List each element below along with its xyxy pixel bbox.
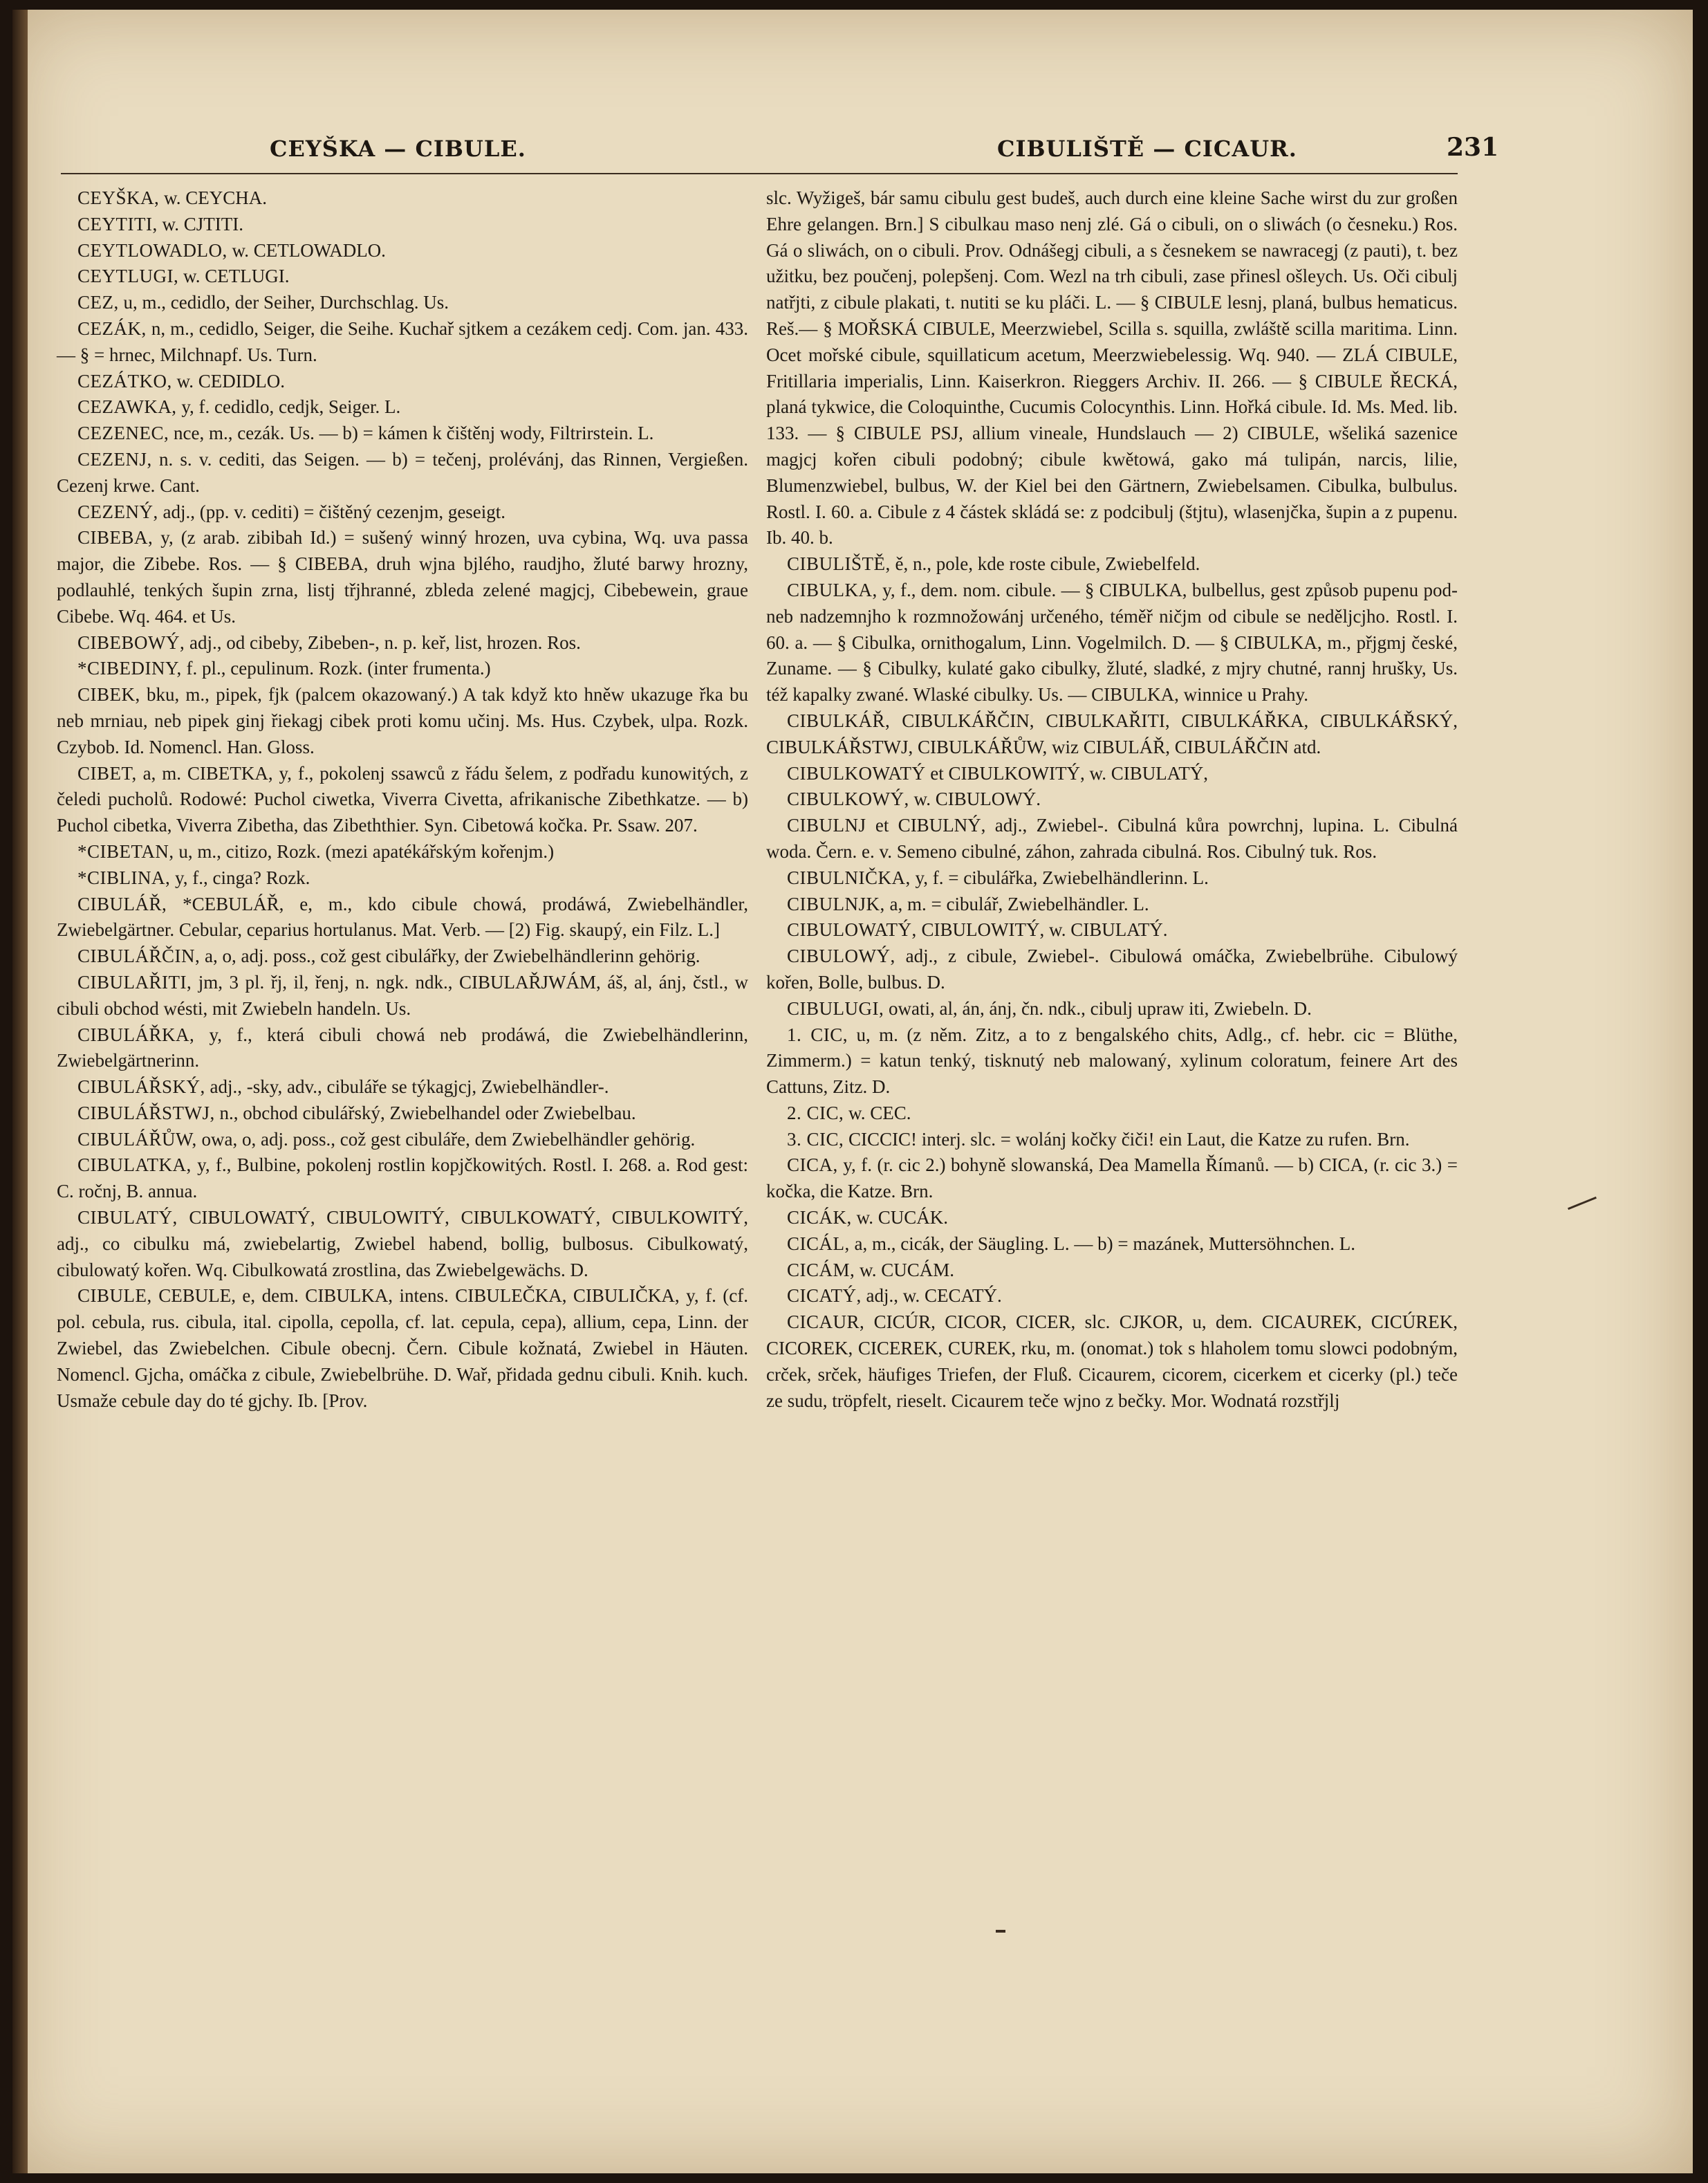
dictionary-entry [766,1283,1458,1309]
entry-text: a, m. CIBETKA, y, f., pokolenj ssawců z řádu šelem, z podřadu kunowitých, z čeledi pucholů. Rodowé: Puchol ciwetka, Viverra Civetta, afrikanische Zibethkatze. — b) Puchol cibetka, Viverra Zibetha, das Zibeththier. Syn. Cibetowá kočka. Pr. Ssaw. 207. [57,762,748,836]
entry-text: u, m., cedidlo, der Seiher, Durchschlag. Us. [123,292,449,313]
dictionary-entry [766,813,1458,865]
entry-text: y, f. (r. cic 2.) bohyně slowanská, Dea Mamella Římanů. — b) CICA, (r. cic 3.) = kočka, die Katze. Brn. [766,1154,1458,1202]
entry-headword: CIBULKA, [787,579,878,600]
entry-headword: CIBULÁŘSTWJ, [77,1102,215,1123]
dictionary-entry [766,1127,1458,1153]
entry-text: CIBULKÁŘČIN, CIBULKAŘITI, CIBULKÁŘKA, CIBULKÁŘSKÝ, CIBULKÁŘSTWJ, CIBULKÁŘŮW, wiz CIBULÁŘ, CIBULÁŘČIN atd. [766,710,1458,757]
entry-text: CEBULE, e, dem. CIBULKA, intens. CIBULEČKA, CIBULIČKA, y, f. (cf. pol. cebula, rus. cibula, ital. cipolla, cepolla, cf. lat. cepula, cepa), allium, cepa, Linn. der Zwiebel, das Zwiebelchen. Cibule obecnj. Čern. Cibule kožnatá, Zwiebel in Häuten. Nomencl. Gjcha, omáčka z cibule, Zwiebelbrühe. D. Wař, přidada gednu cibuli. Knih. kuch. Usmaže cebule day do té gjchy. Ib. [Prov. [57,1285,749,1411]
dictionary-entry [57,839,748,865]
entry-text: owati, al, án, ánj, čn. ndk., cibulj upraw iti, Zwiebeln. D. [889,997,1312,1019]
dictionary-entry [766,786,1458,813]
entry-headword: CIBEBA, [77,527,154,549]
entry-headword: CEYTITI, [77,213,158,234]
entry-text: n., obchod cibulářský, Zwiebelhandel oder Zwiebelbau. [219,1102,636,1123]
dictionary-entry [766,578,1458,708]
entry-headword: CEZENÝ, [77,501,158,522]
entry-text: owa, o, adj. poss., což gest cibuláře, dem Zwiebelhändler gehörig. [201,1128,696,1150]
dictionary-entry [766,1152,1458,1205]
right-column [766,185,1458,1414]
dictionary-entry [57,1152,748,1205]
entry-text: u, m., citizo, Rozk. (mezi apatékářským kořenjm.) [178,840,555,862]
dictionary-entry [57,1127,748,1153]
entry-text: a, m. = cibulář, Zwiebelhändler. L. [889,893,1149,914]
right-running-header: CIBULIŠTĚ — CICAUR. [997,136,1297,162]
entry-text: f. pl., cepulinum. Rozk. (inter frumenta.) [186,658,491,679]
entry-text: adj., -sky, adv., cibuláře se týkagjcj, Zwiebelhändler-. [210,1076,609,1098]
dictionary-entry [766,917,1458,943]
entry-headword: CEZAWKA, [77,396,177,418]
entry-text: adj., w. CECATÝ. [866,1285,1002,1307]
dictionary-entry [766,996,1458,1022]
dictionary-entry [57,421,748,447]
entry-headword: CIBULOWATÝ, [787,919,917,941]
entry-headword: CIBET, [77,762,137,784]
entry-text: n. s. v. cediti, das Seigen. — b) = tečenj, prolévánj, das Rinnen, Vergießen. Cezenj krwe. Cant. [57,448,748,496]
left-column [57,185,748,1414]
dictionary-entry [766,1309,1458,1414]
dictionary-entry [57,630,748,656]
dictionary-entry [57,394,748,421]
entry-text: u, m. (z něm. Zitz, a to z bengalského chits, Adlg., cf. hebr. cic = Blüthe, Zimmerm.) = katun tenký, tisknutý neb malowaný, xylinum coloratum, feinere Art des Cattuns, Zitz. D. [766,1024,1458,1098]
dictionary-entry [766,185,1458,551]
entry-text: et CIBULNÝ, adj., Zwiebel-. Cibulná kůra powrchnj, lupina. L. Cibulná woda. Čern. e. v. Semeno cibulné, záhon, zahrada cibulná. Ros. Cibulný tuk. Ros. [766,815,1458,862]
entry-headword: CEZÁTKO, [77,370,172,392]
entry-text: CIBULOWITÝ, w. CIBULATÝ. [921,919,1168,941]
dictionary-entry [57,1022,748,1075]
dictionary-entry [766,943,1458,996]
dictionary-entry [57,1283,748,1414]
entry-headword: CEYTLOWADLO, [77,239,228,261]
entry-text: w. CUCÁK. [856,1207,949,1228]
dictionary-entry [57,369,748,395]
book-spine-shadow [12,10,28,2173]
dictionary-entry [57,499,748,526]
entry-headword: 3. CIC, [787,1128,844,1150]
entry-text: CICCIC! interj. slc. = wolánj kočky čiči! ein Laut, die Katze zu rufen. Brn. [848,1128,1410,1150]
dictionary-entry [57,1074,748,1100]
entry-text: y, f., cinga? Rozk. [175,867,310,888]
entry-text: w. CUCÁM. [860,1259,955,1280]
entry-headword: CIBULKOWÝ, [787,789,909,810]
entry-text: adj., od cibeby, Zibeben-, n. p. keř, list, hrozen. Ros. [189,632,581,653]
entry-text: y, f. = cibulářka, Zwiebelhändlerinn. L. [915,867,1209,888]
entry-headword: CIBEBOWÝ, [77,632,185,653]
dictionary-entry [766,1231,1458,1258]
dictionary-entry [766,551,1458,578]
entry-text: w. CJTITI. [162,213,243,234]
entry-headword: CIBULÁŘŮW, [77,1128,197,1150]
dictionary-entry [57,212,748,238]
entry-headword: CEYTLUGI, [77,266,179,287]
entry-headword: *CIBETAN, [77,840,174,862]
entry-headword: CICÁM, [787,1259,855,1280]
entry-headword: CIBEK, [77,684,140,706]
dictionary-entry [766,1100,1458,1127]
entry-text: y, f., Bulbine, pokolenj rostlin kopjčkowitých. Rostl. I. 268. a. Rod gest: C. ročnj, B. annua. [57,1154,748,1202]
entry-headword: CIBULATÝ, [77,1207,178,1228]
entry-headword: CICAUR, [787,1311,865,1333]
dictionary-entry [766,865,1458,892]
dictionary-entry [766,1022,1458,1100]
entry-text: a, o, adj. poss., což gest cibulářky, der Zwiebelhändlerinn gehörig. [205,946,700,967]
entry-headword: CICA, [787,1154,838,1176]
entry-text: bku, m., pipek, fjk (palcem okazowaný.) A tak když kto hněw ukazuge řka bu neb mrniau, neb pipek ginj řiekagj cibek proti komu učinj. Ms. Hus. Czybek, ulpa. Rozk. Czybob. Id. Nomencl. Han. Gloss. [57,684,749,757]
entry-headword: CICÁK, [787,1207,852,1228]
entry-headword: CEYŠKA, [77,187,160,208]
entry-text: a, m., cicák, der Säugling. L. — b) = mazánek, Muttersöhnchen. L. [854,1233,1356,1254]
header-rule [61,173,1458,174]
entry-headword: CIBULÁŘ, [77,893,167,914]
dictionary-entry [57,656,748,682]
dictionary-entry [57,970,748,1022]
entry-text: w. CIBULOWÝ. [913,789,1041,810]
entry-text: w. CETLOWADLO. [232,239,386,261]
entry-headword: CIBULNJ [787,815,866,836]
entry-text: CICÚR, CICOR, CICER, slc. CJKOR, u, dem. CICAUREK, CICÚREK, CICOREK, CICEREK, CUREK, rku, m. (onomat.) tok s hlaholem tomu slowci podobným, crček, srček, häufiges Triefen, der Fluß. Cicaurem, cicorem, cicerkem et cicerky (pl.) teče ze sudu, tröpfelt, rieselt. Cicaurem teče wjno z bečky. Mor. Wodnatá rozstřjlj [766,1311,1458,1411]
entry-text: w. CEDIDLO. [176,370,285,392]
entry-headword: CIBULOWÝ, [787,946,895,967]
entry-text: nce, m., cezák. Us. — b) = kámen k čištěnj wody, Filtrirstein. L. [174,423,654,444]
entry-headword: *CIBLINA, [77,867,171,888]
entry-text: y, (z arab. zibibah Id.) = sušený winný hrozen, uva cybina, Wq. uva passa major, die Zibebe. Ros. — § CIBEBA, druh wjna bjlého, raudjho, žluté barwy hrozny, podlauhlé, tenkých šupin zrna, listj třjhranné, zbleda zelené magjcj, Cibebewein, graue Cibebe. Wq. 464. et Us. [57,527,749,627]
dictionary-entry [57,525,748,629]
dictionary-entry [57,316,748,369]
entry-text: et CIBULKOWITÝ, w. CIBULATÝ, [930,762,1208,784]
dictionary-entry [57,290,748,316]
entry-text: w. CEYCHA. [164,187,268,208]
entry-headword: CEZÁK, [77,317,147,339]
entry-headword: CIBULNIČKA, [787,867,911,888]
ink-mark [996,1930,1005,1933]
entry-text: y, f. cedidlo, cedjk, Seiger. L. [181,396,401,418]
entry-headword: CIBULKOWATÝ [787,762,926,784]
dictionary-entry [57,1100,748,1127]
dictionary-entry [57,682,748,760]
dictionary-entry [766,708,1458,761]
entry-headword: CICATÝ, [787,1285,862,1307]
dictionary-entry [57,238,748,264]
entry-headword: CIBULÁŘKA, [77,1024,195,1045]
entry-headword: CIBULATKA, [77,1154,192,1176]
entry-text: adj., (pp. v. cediti) = čištěný cezenjm, geseigt. [163,501,506,522]
entry-text: CIBULOWATÝ, CIBULOWITÝ, CIBULKOWATÝ, CIBULKOWITÝ, adj., co cibulku má, zwiebelartig, Zwiebel habend, bollig, bulbosus. Cibulkowatý, cibulowatý kořen. Wq. Cibulkowatá zrostlina, das Zwiebelgewächs. D. [57,1207,749,1280]
entry-text: *CEBULÁŘ, e, m., kdo cibule chowá, prodáwá, Zwiebelhändler, Zwiebelgärtner. Cebular, ceparius hortulanus. Mat. Verb. — [2) Fig. skaupý, ein Filz. L.] [57,893,748,941]
entry-text: ě, n., pole, kde roste cibule, Zwiebelfeld. [895,553,1200,575]
dictionary-entry [57,185,748,212]
dictionary-entry [766,1205,1458,1231]
dictionary-entry [57,447,748,499]
dictionary-entry [57,264,748,290]
entry-headword: 1. CIC, [787,1024,848,1045]
entry-headword: CIBULNJK, [787,893,885,914]
entry-headword: CIBULÁŘSKÝ, [77,1076,205,1098]
page-number: 231 [1447,133,1499,162]
entry-headword: CICÁL, [787,1233,850,1254]
entry-text: y, f., která cibuli chowá neb prodáwá, die Zwiebelhändlerinn, Zwiebelgärtnerinn. [57,1024,748,1071]
dictionary-entry [766,1258,1458,1284]
entry-text: adj., z cibule, Zwiebel-. Cibulowá omáčka, Zwiebelbrühe. Cibulowý kořen, Bolle, bulbus. D. [766,946,1458,993]
entry-text: jm, 3 pl. řj, il, řenj, n. ngk. ndk., CIBULAŘJWÁM, áš, al, ánj, čstl., w cibuli obchod wésti, mit Zwiebeln handeln. Us. [57,971,749,1019]
entry-headword: *CIBEDINY, [77,658,182,679]
dictionary-entry [57,761,748,839]
dictionary-entry [57,865,748,892]
left-running-header: CEYŠKA — CIBULE. [270,136,526,162]
entry-headword: CIBULIŠTĚ, [787,553,891,575]
dictionary-page [12,10,1693,2173]
dictionary-entry [57,1205,748,1283]
entry-headword: CIBULAŘITI, [77,971,192,993]
entry-text: w. CETLUGI. [183,266,290,287]
entry-headword: CEZENJ, [77,448,152,470]
entry-headword: CEZENEC, [77,423,169,444]
dictionary-entry [57,943,748,970]
entry-text: y, f., dem. nom. cibule. — § CIBULKA, bulbellus, gest způsob pupenu pod- neb nadzemnjho k rozmnožowánj určeného, téměř ničjm od cibule se neděljcjho. Rostl. I. 60. a. — § Cibulka, ornithogalum, Linn. Vogelmilch. D. — § CIBULKA, m., přjgmj české, Zuname. — § Cibulky, kulaté gako cibulky, žluté, sladké, z mjry chutné, rannj hrušky, Us. též kapalky zwané. Wlaské cibulky. Us. — CIBULKA, winnice u Prahy. [766,579,1458,706]
entry-text: n, m., cedidlo, Seiger, die Seihe. Kuchař sjtkem a cezákem cedj. Com. jan. 433. — § = hrnec, Milchnapf. Us. Turn. [57,317,748,365]
entry-headword: CEZ, [77,292,119,313]
entry-headword: CIBULÁŘČIN, [77,946,201,967]
entry-headword: CIBULKÁŘ, [787,710,891,731]
ink-mark [1568,1197,1597,1210]
entry-headword: CIBULUGI, [787,997,884,1019]
entry-headword: 2. CIC, [787,1102,844,1123]
entry-text: w. CEC. [848,1102,911,1123]
dictionary-entry [766,761,1458,787]
entry-text: slc. Wyžigeš, bár samu cibulu gest budeš, auch durch eine kleine Sache wirst du zur großen Ehre gelangen. Brn.] S cibulkau maso nenj zlé. Gá o cibuli, on o sliwách (o česneku.) Ros. Gá o sliwách, on o cibuli. Prov. Odnášegj cibuli, a s česnekem se nawracegj (z pauti), t. bez užitku, bez poučenj, polepšenj. Com. Wezl na trh cibuli, zase přinesl ošleych. Us. Oči cibulj natřjti, z cibule plakati, t. nutiti se ku pláči. L. — § CIBULE lesnj, planá, bulbus hematicus. Reš.— § MOŘSKÁ CIBULE, Meerzwiebel, Scilla s. squilla, zwláště scilla maritima. Linn. Ocet mořské cibule, squillaticum acetum, Meerzwiebelessig. Wq. 940. — ZLÁ CIBULE, Fritillaria imperialis, Linn. Kaiserkron. Rieggers Archiv. II. 266. — § CIBULE ŘECKÁ, planá tykwice, die Coloquinthe, Cucumis Colocynthis. Linn. Hořká cibule. Id. Ms. Med. lib. 133. — § CIBULE PSJ, allium vineale, Hundslauch — 2) CIBULE, wšeliká sazenice magjcj kořen cibuli podobný; cibule kwětowá, gako má tulipán, narcis, lilie, Blumenzwiebel, bulbus, W. der Kiel bei den Gärtnern, Zwiebelsamen. Cibulka, bulbulus. Rostl. I. 60. a. Cibule z 4 částek skládá se: z podcibulj (štjtu), wlasenjčka, šupin a z pupenu. Ib. 40. b. [766,187,1458,549]
dictionary-entry [766,892,1458,918]
entry-headword: CIBULE, [77,1285,152,1307]
dictionary-entry [57,892,748,944]
